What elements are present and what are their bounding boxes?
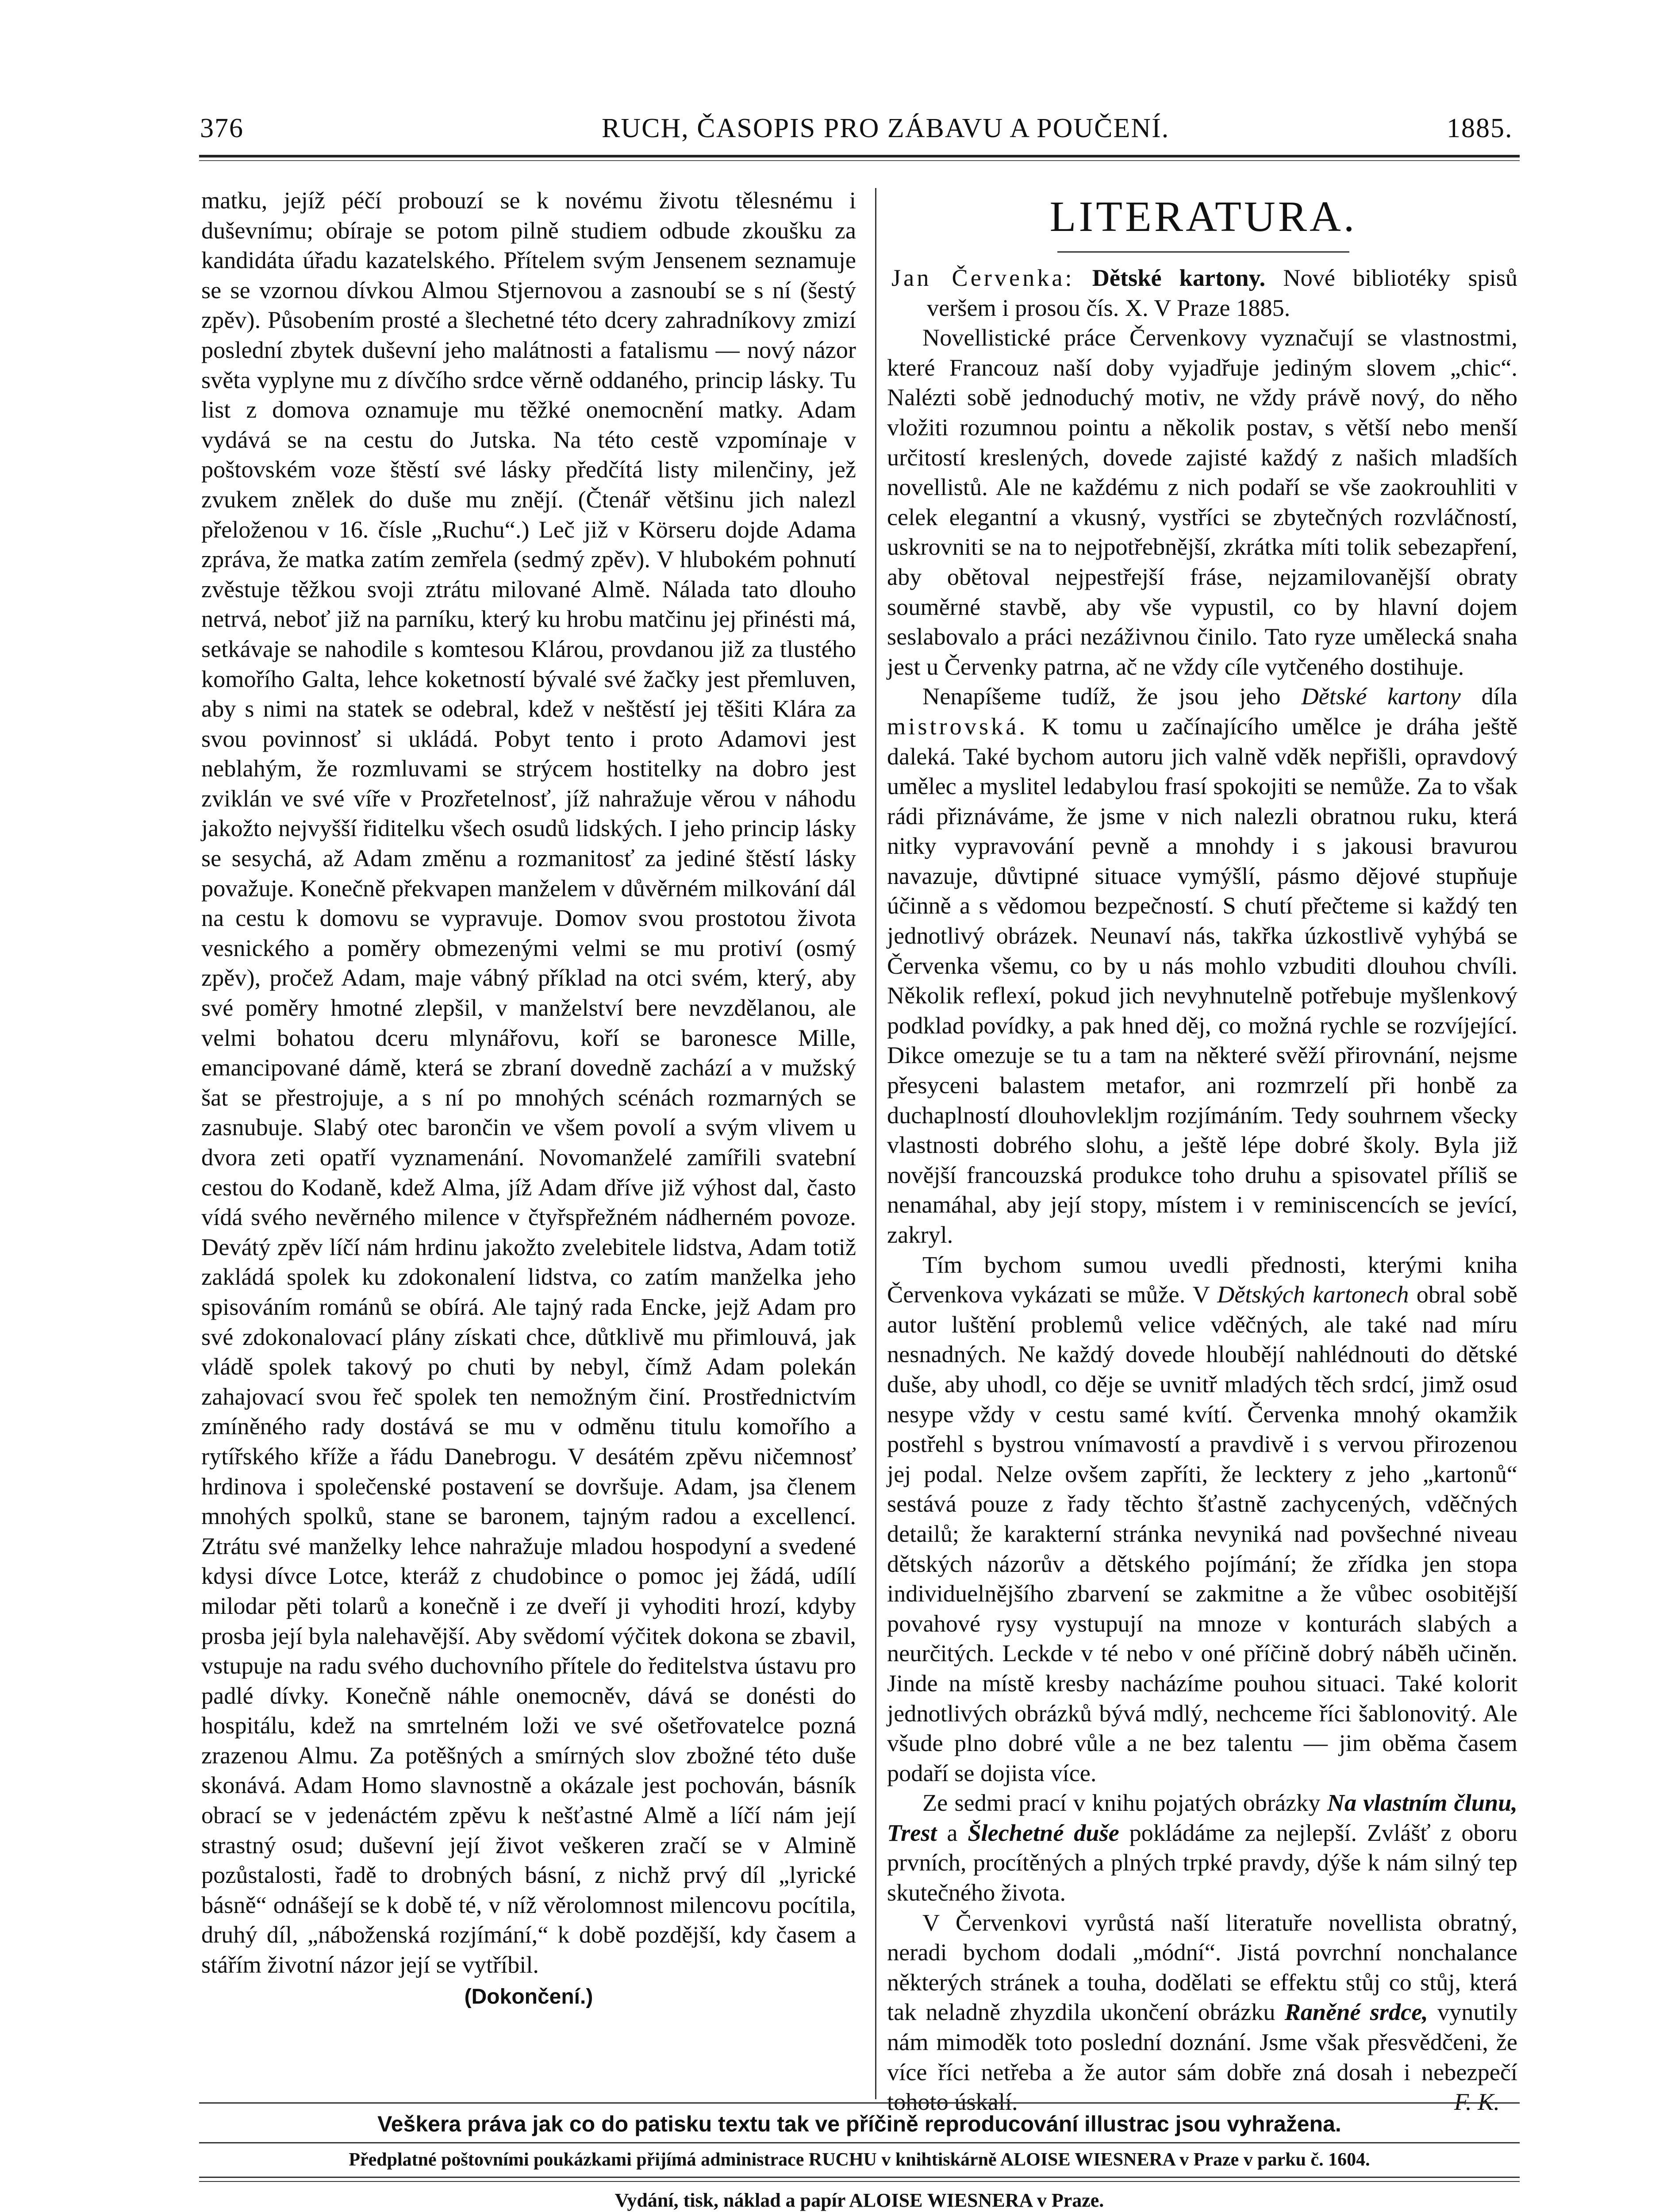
- text-run: díla: [1481, 683, 1517, 710]
- review-signature: F. K.: [1454, 2089, 1500, 2116]
- footer-rule-3: [199, 2181, 1520, 2182]
- text-run: vynutily nám mimoděk toto poslední doznání. Jsme však přesvědčeni, že více říci netřeba a že autor sám dobře zná dosah i nebezpečí tohoto úskalí.: [887, 1999, 1517, 2116]
- text-run: Nenapíšeme tudíž, že jsou jeho: [922, 683, 1281, 710]
- journal-title: RUCH, ČASOPIS PRO ZÁBAVU A POUČENÍ.: [602, 113, 1170, 143]
- book-citation: [887, 263, 1517, 323]
- text-run: K tomu u začínajícího umělce je dráha ještě daleká. Také bychom autoru jich valně vděk nepřišli, opravdový umělec a myslitel ledabylou frasí spokojiti se nemůže. Za to však rádi přiznáváme, že jsme v nich nalezli obratnou ruku, která nitky vypravování pevně a mnohdy i s jakousi bravurou navazuje, důvtipné situace vymýšlí, pásmo dějové stupňuje účinně a s vědomou bezpečností. S chutí přečteme si každý ten jednotlivý obrázek. Neunaví nás, takřka úzkostlivě vyhýbá se Červenka všemu, co by u nás mohlo vzbuditi dlouhou chvíli. Několik reflexí, pokud jich nevyhnutelně potřebuje myšlenkový podklad povídky, a pak hned děj, co možná rychle se rozvíjející. Dikce omezuje se tu a tam na některé svěží přirovnání, nejsme přesyceni balastem metafor, ani rozmrzelí při honbě za duchaplností dlouhovlekljm rozjímáním. Tedy souhrnem všecky vlastnosti dobrého slohu, a ještě lépe dobré školy. Byla již novější francouzská produkce toho druhu a spisovatel příliš se nenamáhal, aby její stopy, místem i v reminiscencích se jevící, zakryl.: [887, 713, 1517, 1248]
- right-column: [887, 263, 1517, 2117]
- footer-rule-1: [199, 2142, 1520, 2143]
- review-paragraph-5: [887, 1908, 1517, 2117]
- book-title-ref: Dětské kartony: [1301, 683, 1461, 710]
- citation-details: Nové bibliotéky spisů veršem i prosou čís. X. V Praze 1885.: [927, 265, 1517, 321]
- imprint: Vydání, tisk, náklad a papír ALOISE WIESNERA v Praze.: [615, 2189, 1104, 2211]
- emphasis: mistrovská.: [887, 713, 1028, 740]
- story-title-ref: Šlechetné duše: [968, 1819, 1119, 1846]
- review-paragraph-2: [887, 682, 1517, 1250]
- rights-notice: Veškera práva jak co do patisku textu tak ve příčině reproducování illustrac jsou vyhražena.: [377, 2112, 1341, 2136]
- review-paragraph-3: [887, 1250, 1517, 1789]
- text-run: Ze sedmi prací v knihu pojatých obrázky: [922, 1790, 1321, 1816]
- story-title-ref: Raněné srdce,: [1284, 1999, 1428, 2026]
- page-number: 376: [200, 113, 244, 143]
- footer-rule-2: [199, 2177, 1520, 2178]
- left-column-text: matku, jejíž péčí probouzí se k novému životu tělesnému i duševnímu; obíraje se potom pilně studiem odbude zkoušku za kandidáta úřadu kazatelského. Přítelem svým Jensenem seznamuje se se vzornou dívkou Almou Stjernovou a zasnoubí se s ní (šestý zpěv). Působením prosté a šlechetné této dcery zahradníkovy zmizí poslední zbytek duševní jeho malátnosti a fatalismu — nový názor světa vyplyne mu z dívčího srdce věrně oddaného, princip lásky. Tu list z domova oznamuje mu těžké onemocnění matky. Adam vydává se na cestu do Jutska. Na této cestě vzpomínaje v poštovském voze štěstí své lásky předčítá listy milenčiny, jež zvukem znělek do duše mu znějí. (Čtenář většinu jich nalezl přeloženou v 16. čísle „Ruchu“.) Leč již v Körseru dojde Adama zpráva, že matka zatím zemřela (sedmý zpěv). V hlubokém pohnutí zvěstuje těžkou svoji ztrátu milované Almě. Nálada tato dlouho netrvá, neboť již na parníku, který ku hrobu matčinu jej přinésti má, setkávaje se nahodile s komtesou Klárou, provdanou již za tlustého komořího Galta, lehce koketností bývalé své žačky jest přemluven, aby s nimi na statek se odebral, kdež v neštěstí jej těšiti Klára za svou povinnosť si ukládá. Pobyt tento i proto Adamovi jest neblahým, že rozmluvami se strýcem hostitelky na dobro jest zviklán ve své víře v Prozřetelnosť, jíž nahražuje věrou v náhodu jakožto nejvyšší řiditelku všech osudů lidských. I jeho princip lásky se sesychá, až Adam změnu a rozmanitosť za jediné štěstí lásky považuje. Konečně překvapen manželem v důvěrném milkování dál na cestu k domovu se vypravuje. Domov svou prostotou života vesnického a poměry obmezenými velmi se mu protiví (osmý zpěv), pročež Adam, maje vábný příklad na otci svém, který, aby své poměry hmotné zlepšil, v manželství bere nevzdělanou, ale velmi bohatou dceru mlynářovu, koří se baronesce Mille, emancipované dámě, která se zbraní dovedně zachází a v mužský šat se přestrojuje, a s ní po mnohých scénách rozmarných se zasnubuje. Slabý otec barončin ve všem povolí a svým vlivem u dvora zeti opatří vyznamenání. Novomanželé zamířili svatební cestou do Kodaně, kdež Alma, jíž Adam dříve již výhost dal, často vídá svého nevěrného milence v čtyřspřežném nádherném povoze. Devátý zpěv líčí nám hrdinu jakožto zvelebitele lidstva, Adam totiž zakládá spolek ku zdokonalení lidstva, co zatím manželka jeho spisováním románů se obírá. Ale tajný rada Encke, jejž Adam pro své zdokonalovací plány získati chce, důtklivě mu přimlouvá, jak vládě spolek takový po chuti by nebyl, čímž Adam polekán zahajovací svou řeč spolek ten nemožným činí. Prostřednictvím zmíněného rady dostává se mu v odměnu titulu komořího a rytířského kříže a řádu Danebrogu. V desátém zpěvu ničemnosť hrdinova i společenské postavení se dovršuje. Adam, jsa členem mnohých spolků, stane se baronem, tajným radou a excellencí. Ztrátu své manželky lehce nahražuje mladou hospodyní a svedené kdysi dívce Lotce, kteráž z chudobince o pomoc jej žádá, udílí milodar pěti tolarů a konečně i ze dveří ji vyhoditi hrozí, kdyby prosba její byla nalehavější. Aby svědomí výčitek dokona se zbavil, vstupuje na radu svého duchovního přítele do ředitelstva ústavu pro padlé dívky. Konečně náhle onemocněv, dává se donésti do hospitálu, kdež na smrtelném loži ve své ošetřovatelce pozná zrazenou Almu. Za potěšných a smírných slov zbožné této duše skonává. Adam Homo slavnostně a okázale jest pochován, básník obrací se v jedenáctém zpěvu k nešťastné Almě a líčí nám její strastný osud; duševní její život veškeren zračí se v Almině pozůstalosti, řadě to drobných básní, z nichž prvý díl „lyrické básně“ odnášejí se k době té, v níž věrolomnost milencovu pocítila, druhý díl, „náboženská rozjímání,“ k době pozdější, kdy časem a stářím životní názor její se vytříbil.: [201, 187, 856, 1978]
- left-column: [201, 186, 856, 2012]
- text-run: a: [947, 1819, 958, 1846]
- subscription-notice: Předplatné poštovními poukázkami přijímá administrace RUCHU v knihtiskárně ALOISE WIESNERA v Praze v parku č. 1604.: [349, 2150, 1370, 2170]
- footer-rule-top: [199, 2102, 1520, 2104]
- section-title: LITERATURA.: [1049, 193, 1357, 241]
- story-title-ref: Na vlastním člunu, Trest: [887, 1790, 1517, 1846]
- header-rule: [199, 155, 1520, 157]
- review-paragraph-4: [887, 1788, 1517, 1908]
- continuation-note: (Dokončení.): [464, 1985, 593, 2008]
- review-paragraph-1: Novellistické práce Červenkovy vyznačují se vlastnostmi, které Francouz naší doby vyjadřuje jediným slovem „chic“. Nalézti sobě jednoduchý motiv, ne vždy právě nový, do něho vložiti rozumnou pointu a několik postav, s větší nebo menší určitostí kreslených, dovede zajisté každý z našich mladších novellistů. Ale ne každému z nich podaří se vše zaokrouhliti v celek elegantní a vkusný, vystříci se zbytečných rozvláčností, uskrovniti se na to nejpotřebnější, zkrátka míti tolik sebezapření, aby obětoval nejpestřejší fráse, nejzamilovanější obraty souměrné stavbě, aby vše vypustil, co by hlavní dojem seslabovalo a práci nezáživnou činilo. Tato ryze umělecká snaha jest u Červenky patrna, ač ne vždy cíle vytčeného dostihuje.: [887, 324, 1517, 680]
- text-run: V Červenkovi vyrůstá naší literatuře novellista obratný, neradi bychom dodali „módní“. Jistá povrchní nonchalance některých stránek a touha, dodělati se effektu stůj co stůj, která tak neladně zhyzdila ukončení obrázku: [887, 1909, 1517, 2026]
- column-divider: [875, 188, 876, 2099]
- text-run: obral sobě autor luštění problemů velice vděčných, ale také nad míru nesnadných. Ne každý dovede hloubějí nahlédnouti do dětské duše, aby uhodl, co děje se uvnitř mladých těch srdcí, jimž osud nesype vždy v cestu samé kvítí. Červenka mnohý okamžik postřehl s bystrou vnímavostí a pravdivě i s vervou přirozenou jej podal. Nelze ovšem zapříti, že lecktery z jeho „kartonů“ sestává pouze z řady těchto šťastně zachycených, vděčných detailů; že karakterní stránka nevyniká nad povšechné niveau dětských názorův a dětského pojímání; že zřídka jen stopa individuelnějšího zbarvení se zakmitne a že vůbec osobitější povahové rysy vystupují na mnoze v konturách slabých a neurčitých. Leckde v té nebo v oné příčině dobrý náběh učiněn. Jinde na místě kresby nacházíme pouhou situaci. Také kolorit jednotlivých obrázků bývá mdlý, nechceme říci šablonovitý. Ale všude plno dobré vůle a ne bez talentu — jim oběma časem podaří se dojista více.: [887, 1281, 1518, 1786]
- text-run: pokládáme za nejlepší. Zvlášť z oboru prvních, procítěných a plných trpké pravdy, dýše k nám silný tep skutečného života.: [887, 1819, 1518, 1906]
- citation-author: Jan Červenka:: [891, 265, 1075, 291]
- text-run: Tím bychom sumou uvedli přednosti, kterými kniha Červenkova vykázati se může. V: [887, 1251, 1517, 1308]
- publication-year: 1885.: [1447, 113, 1513, 143]
- title-underline: [1057, 251, 1349, 253]
- header-rule-thin: [199, 160, 1520, 161]
- book-title-ref: Dětských kartonech: [1217, 1281, 1409, 1308]
- citation-title: Dětské kartony.: [1092, 265, 1266, 291]
